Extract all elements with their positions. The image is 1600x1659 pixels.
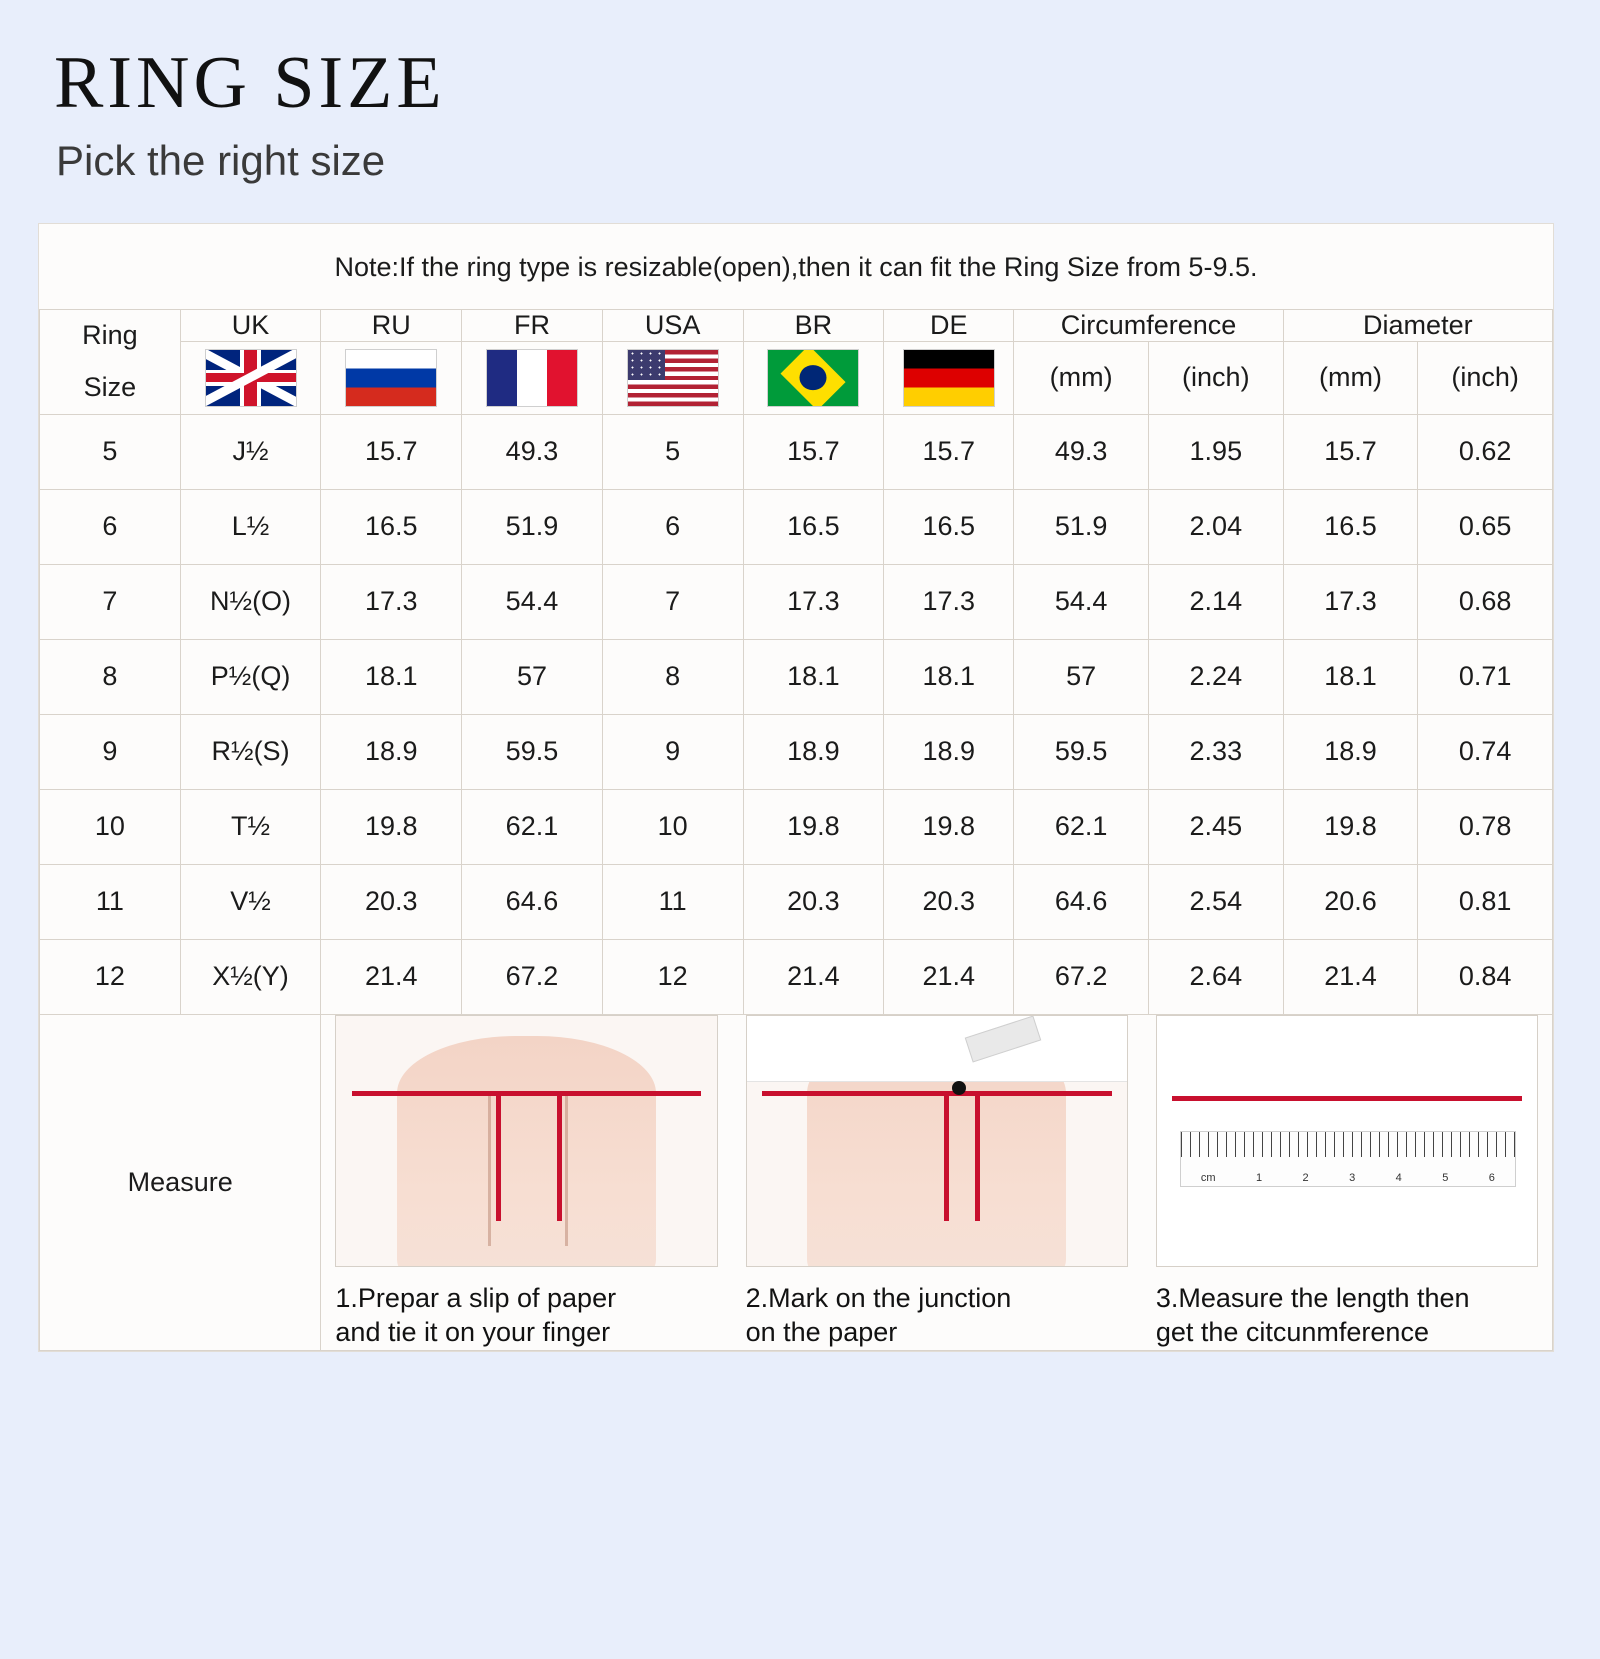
header-ru: RU: [321, 309, 462, 341]
header-ring-size: [40, 309, 181, 414]
cell-fr: 59.5: [462, 714, 603, 789]
cell-fr: 64.6: [462, 864, 603, 939]
table-header-row-1: [40, 309, 1553, 341]
size-chart-card: [38, 223, 1554, 1352]
header-uk: UK: [180, 309, 321, 341]
cell-uk: T½: [180, 789, 321, 864]
cell-circ-inch: 2.54: [1148, 864, 1283, 939]
cell-de: 19.8: [884, 789, 1014, 864]
table-row: [40, 639, 1553, 714]
cell-dia-mm: 17.3: [1283, 564, 1418, 639]
ring-size-chart-page: [0, 42, 1600, 1659]
cell-usa: 12: [602, 939, 743, 1014]
cell-dia-inch: 0.71: [1418, 639, 1553, 714]
measure-step-1-caption: 1.Prepar a slip of paper and tie it on your finger: [335, 1282, 617, 1348]
cell-circ-inch: 2.64: [1148, 939, 1283, 1014]
ruler-mark: cm: [1200, 1171, 1216, 1184]
table-row: [40, 789, 1553, 864]
cell-usa: 10: [602, 789, 743, 864]
header-uk-flag-cell: [180, 341, 321, 414]
ruler-mark: 1: [1255, 1171, 1263, 1184]
cell-circ-mm: 67.2: [1014, 939, 1149, 1014]
header-fr: FR: [462, 309, 603, 341]
cell-ru: 18.9: [321, 714, 462, 789]
ruler-mark: 3: [1349, 1171, 1356, 1184]
header-br: BR: [743, 309, 884, 341]
usa-flag-icon: [627, 349, 719, 407]
header-usa-flag-cell: [602, 341, 743, 414]
cell-circ-mm: 51.9: [1014, 489, 1149, 564]
header-ru-flag-cell: [321, 341, 462, 414]
cell-br: 18.9: [743, 714, 884, 789]
cell-size: 10: [40, 789, 181, 864]
cell-dia-mm: 16.5: [1283, 489, 1418, 564]
measure-section-row: [40, 1014, 1553, 1350]
ruler-mark: 6: [1488, 1171, 1495, 1184]
cell-de: 21.4: [884, 939, 1014, 1014]
cell-de: 17.3: [884, 564, 1014, 639]
cell-uk: X½(Y): [180, 939, 321, 1014]
cell-dia-inch: 0.81: [1418, 864, 1553, 939]
cell-br: 15.7: [743, 414, 884, 489]
header-usa: USA: [602, 309, 743, 341]
cell-circ-mm: 49.3: [1014, 414, 1149, 489]
cell-br: 16.5: [743, 489, 884, 564]
ring-size-table: [39, 309, 1553, 1351]
marking-paper-with-pen-image: [746, 1015, 1128, 1267]
ruler-icon: [1180, 1131, 1517, 1187]
cell-circ-mm: 64.6: [1014, 864, 1149, 939]
cell-uk: P½(Q): [180, 639, 321, 714]
table-row: [40, 714, 1553, 789]
measure-step-2: [746, 1015, 1128, 1350]
header-ring-size-line1: Ring: [82, 320, 138, 351]
header-circumference-mm: (mm): [1014, 341, 1149, 414]
measure-step-3: [1156, 1015, 1538, 1350]
measure-step-1: [335, 1015, 717, 1350]
header-circumference-inch: (inch): [1148, 341, 1283, 414]
france-flag-icon: [486, 349, 578, 407]
cell-size: 12: [40, 939, 181, 1014]
cell-fr: 62.1: [462, 789, 603, 864]
cell-dia-mm: 18.9: [1283, 714, 1418, 789]
cell-usa: 6: [602, 489, 743, 564]
measure-step-2-caption: 2.Mark on the junction on the paper: [745, 1282, 1012, 1348]
cell-de: 15.7: [884, 414, 1014, 489]
germany-flag-icon: [903, 349, 995, 407]
cell-br: 21.4: [743, 939, 884, 1014]
cell-ru: 17.3: [321, 564, 462, 639]
header-ring-size-line2: Size: [83, 371, 137, 402]
table-row: [40, 414, 1553, 489]
cell-usa: 8: [602, 639, 743, 714]
cell-size: 7: [40, 564, 181, 639]
cell-de: 18.9: [884, 714, 1014, 789]
cell-uk: N½(O): [180, 564, 321, 639]
ruler-mark: 2: [1302, 1171, 1309, 1184]
cell-size: 6: [40, 489, 181, 564]
cell-fr: 67.2: [462, 939, 603, 1014]
cell-circ-inch: 2.14: [1148, 564, 1283, 639]
cell-usa: 11: [602, 864, 743, 939]
header-diameter-mm: (mm): [1283, 341, 1418, 414]
cell-ru: 15.7: [321, 414, 462, 489]
cell-dia-mm: 18.1: [1283, 639, 1418, 714]
cell-fr: 54.4: [462, 564, 603, 639]
ruler-measuring-paper-image: [1156, 1015, 1538, 1267]
cell-br: 20.3: [743, 864, 884, 939]
cell-circ-inch: 2.24: [1148, 639, 1283, 714]
cell-dia-inch: 0.65: [1418, 489, 1553, 564]
table-header-row-2: [40, 341, 1553, 414]
cell-circ-mm: 57: [1014, 639, 1149, 714]
measure-step-3-caption: 3.Measure the length then get the citcunmference: [1155, 1282, 1470, 1348]
cell-de: 20.3: [884, 864, 1014, 939]
cell-circ-mm: 59.5: [1014, 714, 1149, 789]
table-row: [40, 489, 1553, 564]
cell-dia-mm: 19.8: [1283, 789, 1418, 864]
cell-dia-inch: 0.84: [1418, 939, 1553, 1014]
cell-usa: 7: [602, 564, 743, 639]
header-circumference: Circumference: [1014, 309, 1283, 341]
cell-circ-inch: 2.33: [1148, 714, 1283, 789]
header-br-flag-cell: [743, 341, 884, 414]
table-row: [40, 564, 1553, 639]
measure-steps-cell: [321, 1014, 1553, 1350]
header-diameter: Diameter: [1283, 309, 1552, 341]
cell-size: 9: [40, 714, 181, 789]
cell-uk: V½: [180, 864, 321, 939]
cell-br: 18.1: [743, 639, 884, 714]
cell-size: 8: [40, 639, 181, 714]
cell-circ-mm: 54.4: [1014, 564, 1149, 639]
cell-fr: 49.3: [462, 414, 603, 489]
cell-usa: 5: [602, 414, 743, 489]
cell-size: 11: [40, 864, 181, 939]
measure-steps: [321, 1015, 1552, 1350]
russia-flag-icon: [345, 349, 437, 407]
cell-de: 18.1: [884, 639, 1014, 714]
cell-ru: 20.3: [321, 864, 462, 939]
cell-circ-inch: 2.04: [1148, 489, 1283, 564]
ruler-mark: 4: [1395, 1171, 1402, 1184]
cell-circ-inch: 1.95: [1148, 414, 1283, 489]
cell-fr: 51.9: [462, 489, 603, 564]
header-de-flag-cell: [884, 341, 1014, 414]
brazil-flag-icon: [767, 349, 859, 407]
cell-circ-mm: 62.1: [1014, 789, 1149, 864]
cell-dia-mm: 20.6: [1283, 864, 1418, 939]
header-diameter-inch: (inch): [1418, 341, 1553, 414]
cell-circ-inch: 2.45: [1148, 789, 1283, 864]
cell-dia-mm: 21.4: [1283, 939, 1418, 1014]
resizable-note: Note:If the ring type is resizable(open),then it can fit the Ring Size from 5-9.5.: [334, 251, 1258, 282]
cell-size: 5: [40, 414, 181, 489]
cell-dia-mm: 15.7: [1283, 414, 1418, 489]
cell-fr: 57: [462, 639, 603, 714]
cell-br: 19.8: [743, 789, 884, 864]
cell-ru: 18.1: [321, 639, 462, 714]
cell-dia-inch: 0.78: [1418, 789, 1553, 864]
cell-ru: 16.5: [321, 489, 462, 564]
page-subtitle: Pick the right size: [56, 136, 386, 184]
cell-ru: 19.8: [321, 789, 462, 864]
finger-with-paper-strip-image: [335, 1015, 717, 1267]
page-title: RING SIZE: [54, 42, 446, 124]
cell-dia-inch: 0.74: [1418, 714, 1553, 789]
cell-usa: 9: [602, 714, 743, 789]
cell-ru: 21.4: [321, 939, 462, 1014]
cell-uk: R½(S): [180, 714, 321, 789]
ruler-mark: 5: [1442, 1171, 1449, 1184]
header-fr-flag-cell: [462, 341, 603, 414]
cell-uk: J½: [180, 414, 321, 489]
uk-flag-icon: [205, 349, 297, 407]
cell-uk: L½: [180, 489, 321, 564]
cell-de: 16.5: [884, 489, 1014, 564]
cell-dia-inch: 0.62: [1418, 414, 1553, 489]
measure-label: Measure: [40, 1014, 321, 1350]
cell-dia-inch: 0.68: [1418, 564, 1553, 639]
header-de: DE: [884, 309, 1014, 341]
table-row: [40, 939, 1553, 1014]
table-row: [40, 864, 1553, 939]
cell-br: 17.3: [743, 564, 884, 639]
